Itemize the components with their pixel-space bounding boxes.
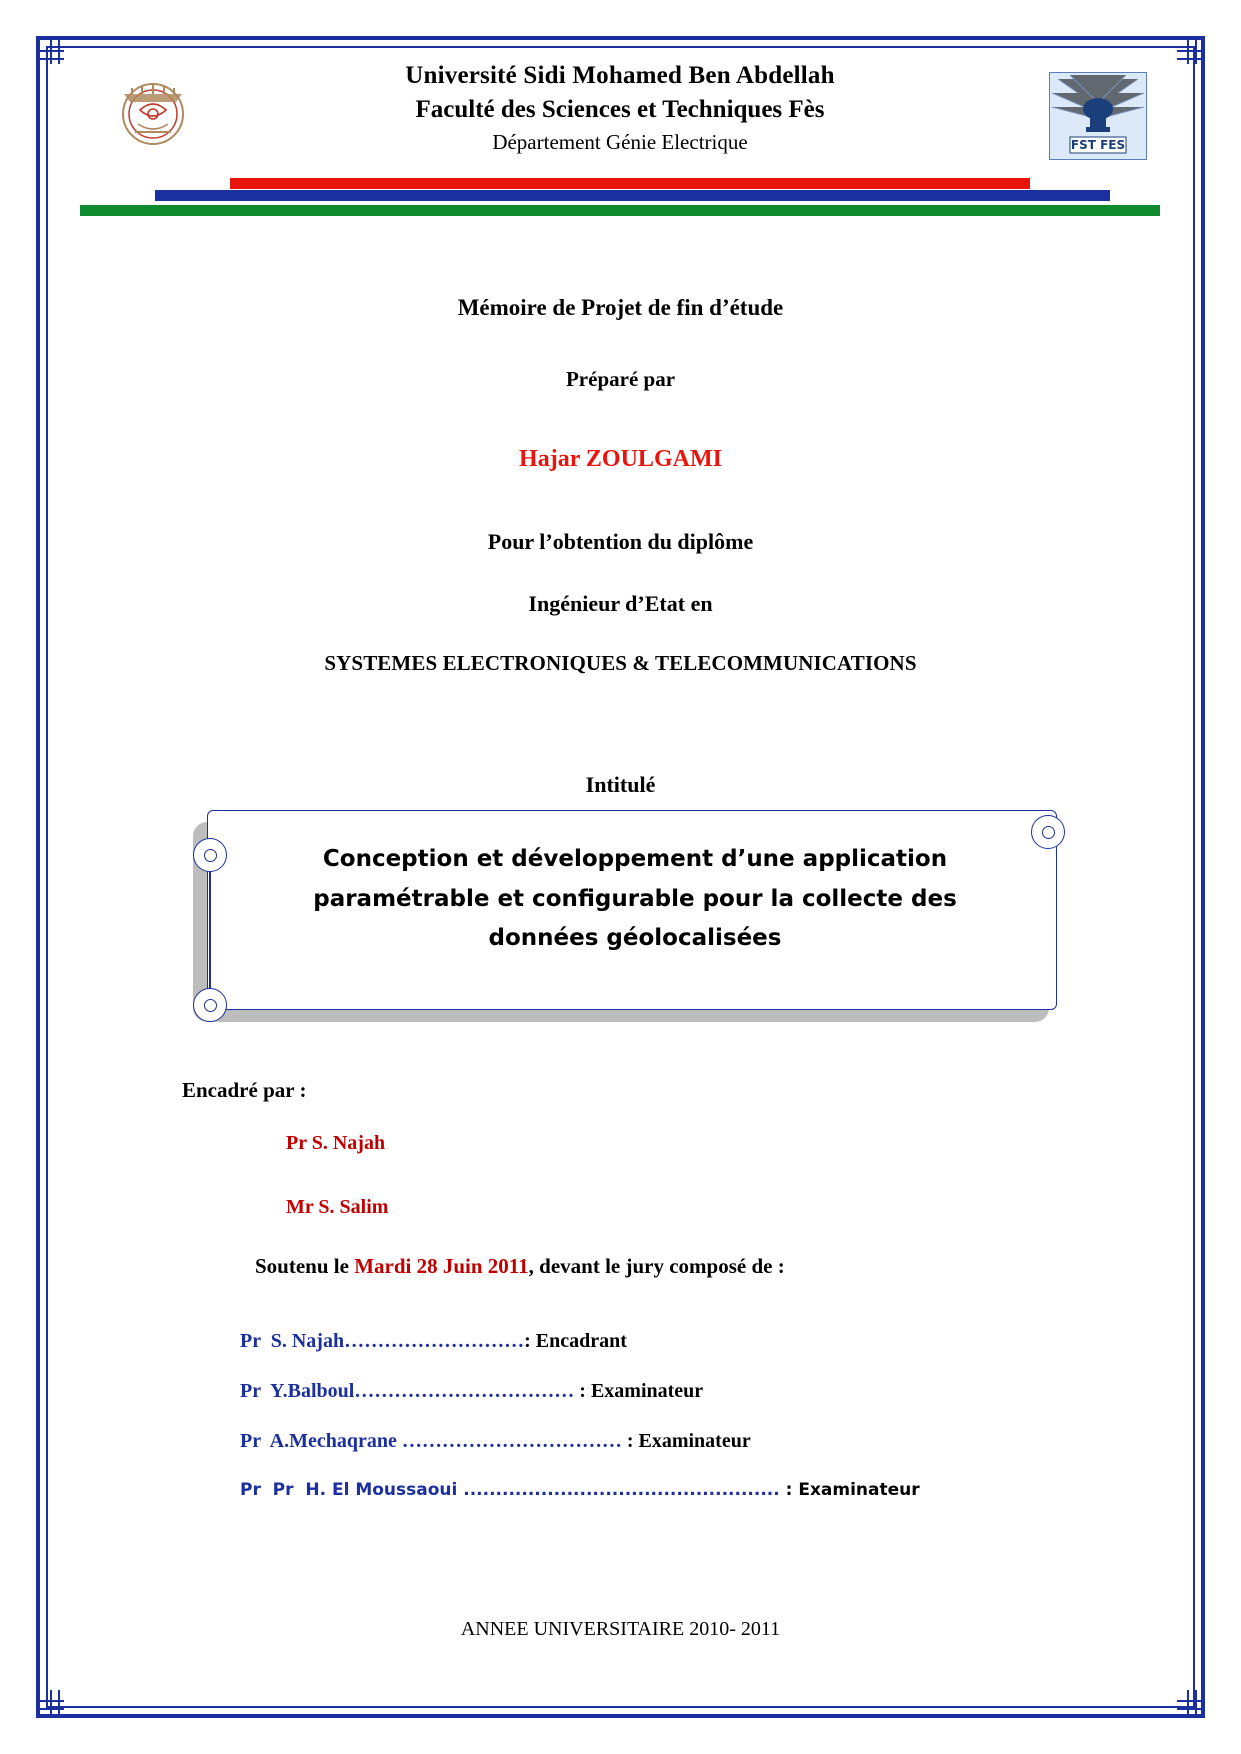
jury-row	[240, 1480, 1000, 1500]
department-name: Département Génie Electrique	[492, 130, 748, 154]
project-title-line-1: Conception et développement d’une application	[322, 846, 948, 872]
scroll-curl-bottom-left-icon	[193, 988, 227, 1022]
report-type: Mémoire de Projet de fin d’étude	[457, 295, 784, 320]
title-block	[60, 295, 1181, 798]
project-title-line-3: données géolocalisées	[488, 925, 782, 952]
jury-member-role: : Examinateur	[626, 1430, 751, 1452]
jury-member-name: Pr S. Najah………………………	[240, 1330, 525, 1352]
university-seal-logo	[110, 70, 196, 156]
defense-prefix: Soutenu le	[255, 1254, 355, 1278]
border-corner-bottom-right	[1177, 1690, 1201, 1714]
university-name: Université Sidi Mohamed Ben Abdellah	[405, 62, 835, 89]
project-title-scroll	[185, 810, 1065, 1045]
author-name: Hajar ZOULGAMI	[519, 446, 722, 472]
scroll-curl-top-left-icon	[193, 838, 227, 872]
defense-suffix: , devant le jury composé de :	[528, 1254, 785, 1278]
prepared-by-label: Préparé par	[565, 367, 676, 391]
scroll-shadow-tail	[193, 854, 207, 1010]
scroll-curl-top-right-icon	[1031, 815, 1065, 849]
academic-year-footer: ANNEE UNIVERSITAIRE 2010- 2011	[460, 1618, 781, 1640]
jury-row	[240, 1430, 1000, 1453]
rule-red	[230, 178, 1030, 189]
scroll-tail-left	[209, 854, 211, 1004]
border-corner-top-left	[40, 40, 64, 64]
jury-list	[240, 1330, 1000, 1527]
supervision-label: Encadré par :	[182, 1078, 307, 1102]
jury-row	[240, 1330, 1000, 1353]
header-titles	[240, 62, 1000, 155]
project-title-text	[245, 840, 1025, 959]
fst-fes-logo	[1049, 72, 1147, 160]
jury-member-name: Pr Pr H. El Moussaoui .................................................	[240, 1480, 786, 1500]
supervisor-1: Pr S. Najah	[286, 1132, 386, 1154]
supervisor-2: Mr S. Salim	[286, 1196, 389, 1218]
jury-member-role: : Examinateur	[579, 1380, 704, 1402]
intitule-label: Intitulé	[585, 772, 656, 797]
program-name: SYSTEMES ELECTRONIQUES & TELECOMMUNICATIONS	[324, 651, 917, 675]
svg-text:FST FES: FST FES	[1070, 138, 1126, 152]
defense-date: Mardi 28 Juin 2011	[354, 1254, 529, 1278]
rule-green	[80, 205, 1160, 216]
faculty-name: Faculté des Sciences et Techniques Fès	[415, 96, 825, 123]
jury-member-role: : Encadrant	[524, 1330, 627, 1352]
defense-line	[255, 1254, 785, 1279]
project-title-line-2: paramétrable et configurable pour la collecte des	[313, 885, 957, 912]
border-corner-bottom-left	[40, 1690, 64, 1714]
degree-line-2: Ingénieur d’Etat en	[528, 591, 713, 616]
jury-member-name: Pr Y.Balboul……………………………	[240, 1380, 580, 1402]
document-header	[60, 62, 1181, 172]
jury-row	[240, 1380, 1000, 1403]
jury-member-role: : Examinateur	[785, 1480, 920, 1500]
rule-blue	[155, 190, 1110, 201]
jury-member-name: Pr A.Mechaqrane ……………………………	[240, 1430, 627, 1452]
degree-line-1: Pour l’obtention du diplôme	[487, 529, 754, 554]
border-corner-top-right	[1177, 40, 1201, 64]
